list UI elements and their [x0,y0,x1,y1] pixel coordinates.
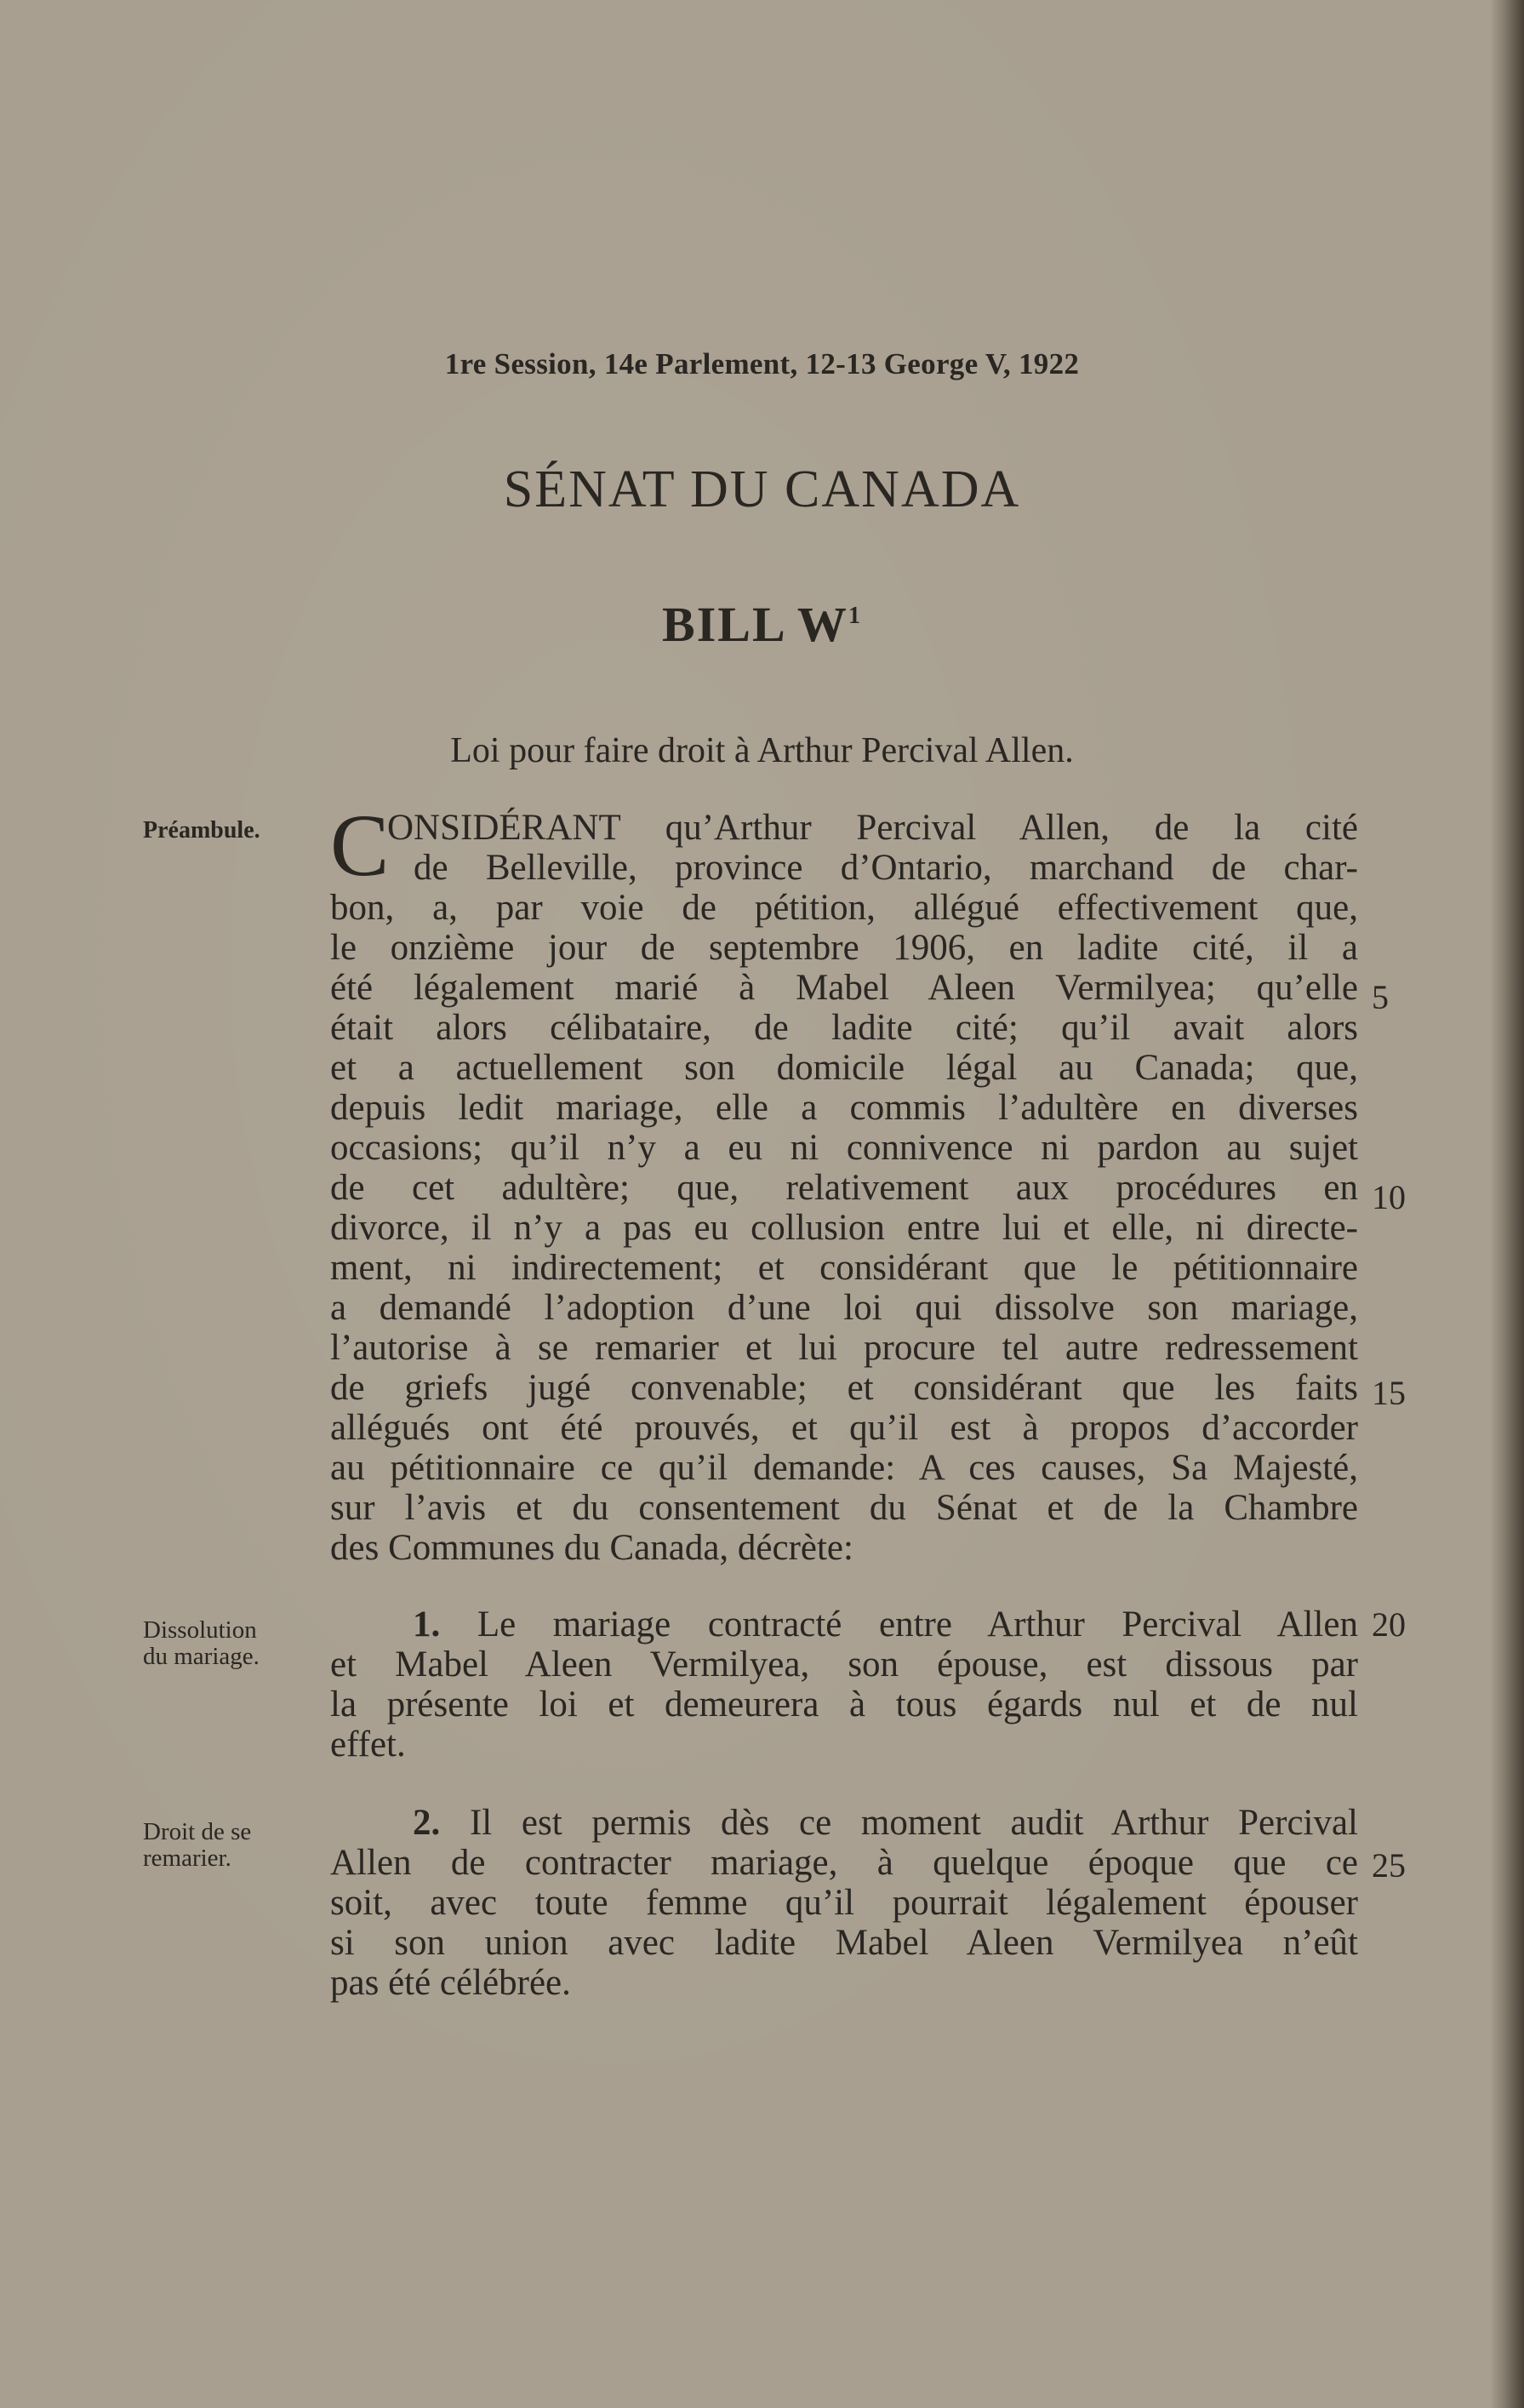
preamble-line: et a actuellement son domicile légal au Canada; que, [330,1048,1358,1088]
margin-note-dissolution-line2: du mariage. [143,1643,260,1670]
section-2-line: pas été célébrée. [330,1963,571,2003]
preamble-line: été légalement marié à Mabel Aleen Vermilyea; qu’elle [330,968,1358,1008]
session-header: 1re Session, 14e Parlement, 12-13 George V, 1922 [444,347,1080,380]
preamble-line: ONSIDÉRANT qu’Arthur Percival Allen, de la cité [387,808,1358,848]
section-1-number: 1. [413,1604,441,1644]
chamber-title: SÉNAT DU CANADA [503,460,1021,518]
margin-note-remarier-line2: remarier. [143,1845,231,1872]
preamble-line: divorce, il n’y a pas eu collusion entre lui et elle, ni directe- [330,1208,1358,1248]
line-number: 10 [1372,1178,1406,1216]
preamble-line: le onzième jour de septembre 1906, en ladite cité, il a [330,928,1358,968]
section-2-first-text: Il est permis dès ce moment audit Arthur Percival [469,1803,1359,1843]
section-1-first-line [413,1604,1358,1644]
bill-subtitle: Loi pour faire droit à Arthur Percival Allen. [450,731,1074,770]
preamble-line: sur l’avis et du consentement du Sénat et de la Chambre [330,1488,1358,1528]
preamble-line: allégués ont été prouvés, et qu’il est à propos d’accorder [330,1408,1358,1448]
section-1-first-text: Le mariage contracté entre Arthur Percival Allen [477,1604,1359,1644]
section-1-line: la présente loi et demeurera à tous égards nul et de nul [330,1684,1358,1724]
bill-title [0,596,1524,653]
line-number: 15 [1372,1374,1406,1412]
margin-note-remarier-line1: Droit de se [143,1818,252,1845]
preamble-line: occasions; qu’il n’y a eu ni connivence ni pardon au sujet [330,1128,1358,1168]
preamble-line: au pétitionnaire ce qu’il demande: A ces causes, Sa Majesté, [330,1448,1358,1488]
bill-superscript: 1 [848,603,862,629]
section-2-line: soit, avec toute femme qu’il pourrait légalement épouser [330,1883,1358,1923]
section-2-first-line [413,1803,1358,1843]
drop-cap: C [330,797,390,895]
line-number: 5 [1372,978,1389,1016]
section-1-line: et Mabel Aleen Vermilyea, son épouse, est dissous par [330,1644,1358,1684]
preamble-line: ment, ni indirectement; et considérant que le pétitionnaire [330,1248,1358,1288]
margin-note-remarier [143,1819,313,1872]
preamble-line: de griefs jugé convenable; et considérant que les faits [330,1368,1358,1408]
section-2-number: 2. [413,1803,441,1843]
line-number: 25 [1372,1846,1406,1885]
margin-note-dissolution-line1: Dissolution [143,1616,257,1644]
preamble-line: était alors célibataire, de ladite cité; qu’il avait alors [330,1008,1358,1048]
preamble-line: depuis ledit mariage, elle a commis l’adultère en diverses [330,1088,1358,1128]
line-number: 20 [1372,1605,1406,1644]
margin-note-preamble: Préambule. [143,817,260,844]
preamble-line: a demandé l’adoption d’une loi qui dissolve son mariage, [330,1288,1358,1328]
preamble-line: de cet adultère; que, relativement aux procédures en [330,1168,1358,1208]
preamble-line: l’autorise à se remarier et lui procure tel autre redressement [330,1328,1358,1368]
section-1-line: effet. [330,1724,406,1765]
section-2-line: si son union avec ladite Mabel Aleen Vermilyea n’eût [330,1923,1358,1963]
bill-label: BILL W [662,597,848,652]
preamble-line: des Communes du Canada, décrète: [330,1528,853,1568]
preamble-line: de Belleville, province d’Ontario, marchand de char- [414,848,1358,888]
section-2-line: Allen de contracter mariage, à quelque époque que ce [330,1843,1358,1883]
preamble-line: bon, a, par voie de pétition, allégué effectivement que, [330,888,1358,928]
margin-note-dissolution [143,1617,313,1670]
